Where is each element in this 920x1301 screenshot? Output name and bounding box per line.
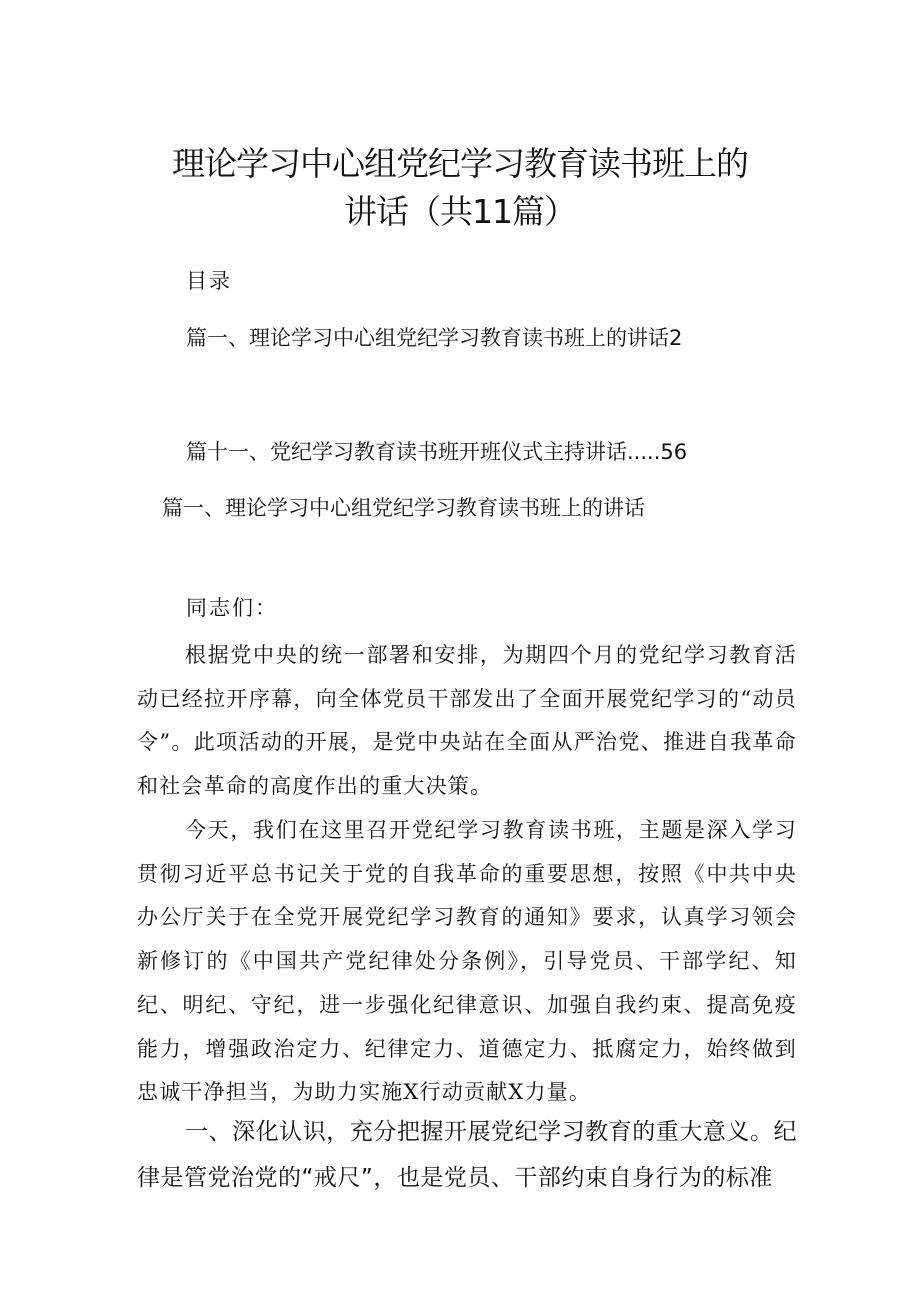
body-paragraph: 根据党中央的统一部署和安排，为期四个月的党纪学习教育活动已经拉开序幕，向全体党员干部发出了全面开展党纪学习的“动员令”。此项活动的开展，是党中央站在全面从严治党、推进自我革命和社会革命的高度作出的重大决策。 bbox=[137, 643, 797, 799]
body-paragraph: 今天，我们在这里召开党纪学习教育读书班，主题是深入学习贯彻习近平总书记关于党的自我革命的重要思想，按照《中共中央办公厅关于在全党开展党纪学习教育的通知》要求，认真学习领会新修订的《中国共产党纪律处分条例》，引导党员、干部学纪、知纪、明纪、守纪，进一步强化纪律意识、加强自我约束、提高免疫能力，增强政治定力、纪律定力、道德定力、抵腐定力，始终做到忠诚干净担当，为助力实施X行动贡献X力量。 bbox=[137, 818, 797, 1105]
document-title-line-2: 讲话（共11篇） bbox=[344, 192, 576, 231]
document-title-line-1: 理论学习中心组党纪学习教育读书班上的 bbox=[172, 144, 748, 183]
salutation: 同志们： bbox=[186, 596, 278, 620]
toc-item: 篇十一、党纪学习教育读书班开班仪式主持讲话.....56 bbox=[186, 440, 688, 464]
toc-item: 篇一、理论学习中心组党纪学习教育读书班上的讲话2 bbox=[186, 326, 683, 350]
section-heading: 篇一、理论学习中心组党纪学习教育读书班上的讲话 bbox=[162, 496, 645, 520]
toc-heading: 目录 bbox=[186, 269, 232, 293]
body-paragraph-heading: 一、深化认识，充分把握开展党纪学习教育的重大意义。纪律是管党治党的“戒尺”，也是党员、干部约束自身行为的标准 bbox=[137, 1119, 797, 1191]
